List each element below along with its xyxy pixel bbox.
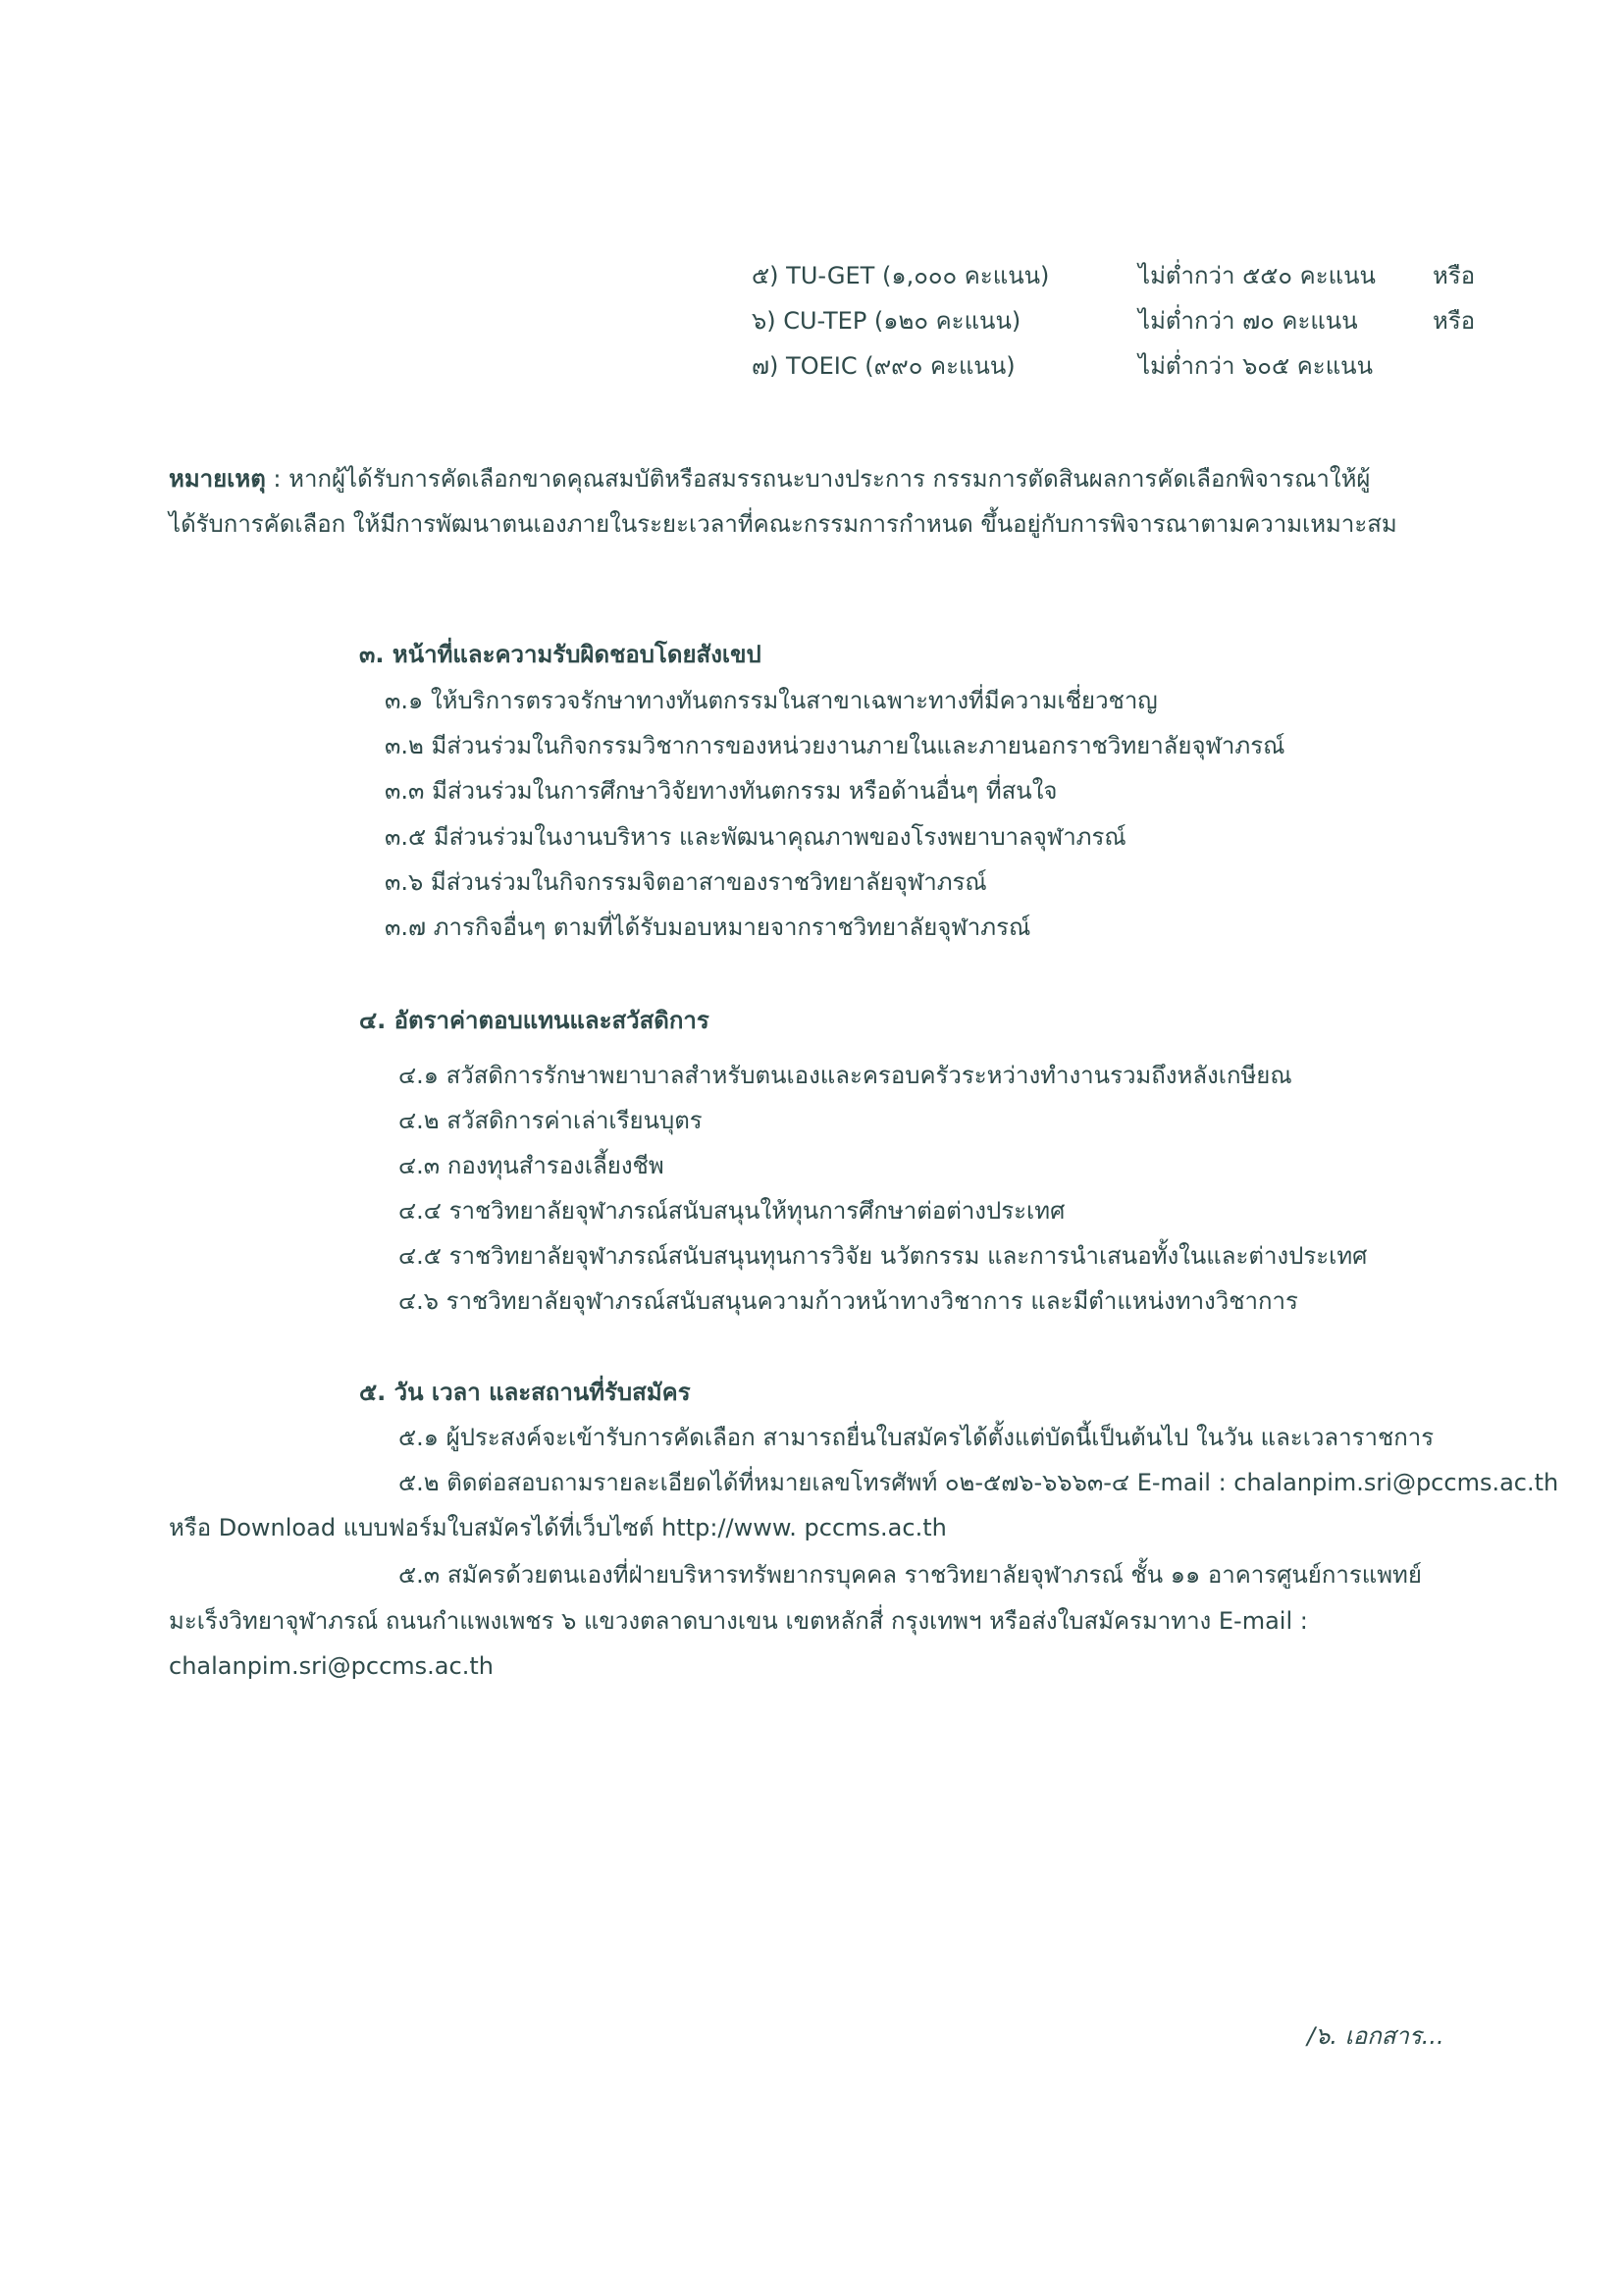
test-or: หรือ [1433,307,1476,335]
section-3-item: ๓.๓ มีส่วนร่วมในการศึกษาวิจัยทางทันตกรรม หรือด้านอื่นๆ ที่สนใจ [385,777,1058,805]
test-min-score: ไม่ต่ำกว่า ๕๕๐ คะแนน [1138,262,1376,289]
test-or: หรือ [1433,262,1476,289]
test-name: ๗) TOEIC (๙๙๐ คะแนน) [752,352,1016,380]
note-line-2: ได้รับการคัดเลือก ให้มีการพัฒนาตนเองภายในระยะเวลาที่คณะกรรมการกำหนด ขึ้นอยู่กับการพิจารณาตามความเหมาะสม [169,510,1397,538]
note-label: หมายเหตุ [169,465,266,493]
section-4-item: ๔.๑ สวัสดิการรักษาพยาบาลสำหรับตนเองและครอบครัวระหว่างทำงานรวมถึงหลังเกษียณ [398,1062,1292,1089]
section-5-item-3-line-1: ๕.๓ สมัครด้วยตนเองที่ฝ่ายบริหารทรัพยากรบุคคล ราชวิทยาลัยจุฬาภรณ์ ชั้น ๑๑ อาคารศูนย์การแพทย์ [398,1561,1422,1589]
section-4-item: ๔.๒ สวัสดิการค่าเล่าเรียนบุตร [398,1107,703,1134]
test-min-score: ไม่ต่ำกว่า ๖๐๕ คะแนน [1138,352,1373,380]
section-4-item: ๔.๕ ราชวิทยาลัยจุฬาภรณ์สนับสนุนทุนการวิจัย นวัตกรรม และการนำเสนอทั้งในและต่างประเทศ [398,1242,1368,1270]
test-name: ๖) CU-TEP (๑๒๐ คะแนน) [752,307,1021,335]
page-continuation: /๖. เอกสาร... [1307,2022,1444,2050]
section-3-item: ๓.๕ มีส่วนร่วมในงานบริหาร และพัฒนาคุณภาพของโรงพยาบาลจุฬาภรณ์ [385,823,1126,851]
section-3-item: ๓.๒ มีส่วนร่วมในกิจกรรมวิชาการของหน่วยงานภายในและภายนอกราชวิทยาลัยจุฬาภรณ์ [385,732,1285,759]
section-5-heading: ๕. วัน เวลา และสถานที่รับสมัคร [359,1379,691,1406]
section-4-item: ๔.๔ ราชวิทยาลัยจุฬาภรณ์สนับสนุนให้ทุนการศึกษาต่อต่างประเทศ [398,1197,1066,1225]
note-text: : หากผู้ได้รับการคัดเลือกขาดคุณสมบัติหรือสมรรถนะบางประการ กรรมการตัดสินผลการคัดเลือกพิจารณาให้ผู้ [265,465,1371,493]
test-min-score: ไม่ต่ำกว่า ๗๐ คะแนน [1138,307,1358,335]
note-line-1 [169,464,1370,494]
section-3-item: ๓.๑ ให้บริการตรวจรักษาทางทันตกรรมในสาขาเฉพาะทางที่มีความเชี่ยวชาญ [385,687,1158,714]
test-name: ๕) TU-GET (๑,๐๐๐ คะแนน) [752,262,1050,289]
section-5-item-1: ๕.๑ ผู้ประสงค์จะเข้ารับการคัดเลือก สามารถยื่นใบสมัครได้ตั้งแต่บัดนี้เป็นต้นไป ในวัน และเวลาราชการ [398,1424,1435,1451]
section-4-heading: ๔. อัตราค่าตอบแทนและสวัสดิการ [359,1007,709,1034]
section-3-heading: ๓. หน้าที่และความรับผิดชอบโดยสังเขป [359,641,761,668]
section-4-item: ๔.๖ ราชวิทยาลัยจุฬาภรณ์สนับสนุนความก้าวหน้าทางวิชาการ และมีตำแหน่งทางวิชาการ [398,1287,1298,1315]
section-4-item: ๔.๓ กองทุนสำรองเลี้ยงชีพ [398,1152,664,1179]
section-5-item-2-line-2: หรือ Download แบบฟอร์มใบสมัครได้ที่เว็บไซต์ http://www. pccms.ac.th [169,1514,947,1541]
section-5-item-3-line-3: chalanpim.sri@pccms.ac.th [169,1652,494,1680]
section-5-item-2-line-1: ๕.๒ ติดต่อสอบถามรายละเอียดได้ที่หมายเลขโทรศัพท์ ๐๒-๕๗๖-๖๖๖๓-๔ E-mail : chalanpim.sri@pccms.ac.th [398,1469,1559,1496]
section-5-item-3-line-2: มะเร็งวิทยาจุฬาภรณ์ ถนนกำแพงเพชร ๖ แขวงตลาดบางเขน เขตหลักสี่ กรุงเทพฯ หรือส่งใบสมัครมาทาง E-mail : [169,1607,1308,1635]
section-3-item: ๓.๗ ภารกิจอื่นๆ ตามที่ได้รับมอบหมายจากราชวิทยาลัยจุฬาภรณ์ [385,913,1031,941]
section-3-item: ๓.๖ มีส่วนร่วมในกิจกรรมจิตอาสาของราชวิทยาลัยจุฬาภรณ์ [385,868,987,896]
